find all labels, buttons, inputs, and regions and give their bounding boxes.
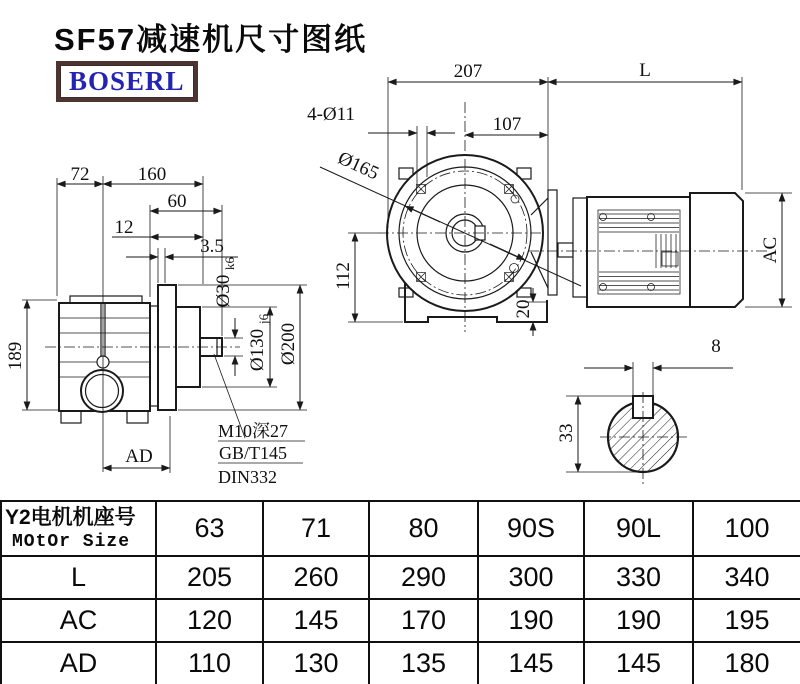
dim-4xd11-label: 4-Ø11 <box>307 104 355 125</box>
dim-d200-label <box>278 323 299 365</box>
AD-value-5: 180 <box>693 642 800 684</box>
L-value-3: 300 <box>478 556 584 599</box>
AD-value-4: 145 <box>584 642 693 684</box>
table-row-AD <box>1 642 800 684</box>
dim-d130-label <box>247 313 271 371</box>
dim-d30-label <box>213 257 237 308</box>
svg-text:20: 20 <box>513 299 534 319</box>
motor-size-71: 71 <box>263 501 369 556</box>
AC-value-1: 145 <box>263 599 369 642</box>
note-din332-label: DIN332 <box>218 467 277 487</box>
motor-size-63: 63 <box>156 501 263 556</box>
motor-size-header <box>1 501 156 556</box>
brand-logo-text: BOSERL <box>69 66 185 96</box>
row-label-AD: AD <box>1 642 156 684</box>
svg-text:189: 189 <box>5 341 26 371</box>
table-row-AC <box>1 599 800 642</box>
note-m10-label: M10深27 <box>218 421 289 441</box>
dimension-table <box>0 500 800 684</box>
AD-value-0: 110 <box>156 642 263 684</box>
motor-size-100: 100 <box>693 501 800 556</box>
L-value-0: 205 <box>156 556 263 599</box>
dim-20-label <box>513 300 534 319</box>
AD-value-3: 145 <box>478 642 584 684</box>
dim-L-label: L <box>639 60 651 81</box>
row-label-L: L <box>1 556 156 599</box>
dim-3-5-label: 3.5 <box>200 236 224 257</box>
svg-text:Ø30: Ø30 <box>213 274 234 308</box>
svg-text:33: 33 <box>556 423 577 443</box>
dim-AD-label: AD <box>125 446 153 467</box>
motor-size-header-cn: Y2电机机座号 <box>5 506 136 530</box>
L-value-2: 290 <box>369 556 478 599</box>
front-view <box>307 60 792 336</box>
table-row <box>1 501 800 556</box>
page-title: SF57减速机尺寸图纸 <box>54 22 368 57</box>
AD-value-1: 130 <box>263 642 369 684</box>
svg-text:112: 112 <box>333 262 354 290</box>
dim-8-label: 8 <box>711 336 721 357</box>
table-row-L <box>1 556 800 599</box>
dim-189-label <box>5 342 26 371</box>
AC-value-4: 190 <box>584 599 693 642</box>
svg-text:AC: AC <box>760 236 781 264</box>
motor-size-80: 80 <box>369 501 478 556</box>
row-label-AC: AC <box>1 599 156 642</box>
motor-size-90S: 90S <box>478 501 584 556</box>
side-view <box>5 164 307 487</box>
AC-value-0: 120 <box>156 599 263 642</box>
dim-160-label: 160 <box>137 164 167 185</box>
AD-value-2: 135 <box>369 642 478 684</box>
dim-72-label: 72 <box>70 164 90 185</box>
svg-text:Ø200: Ø200 <box>278 322 299 366</box>
svg-text:Ø130: Ø130 <box>247 328 268 372</box>
shaft-section <box>556 336 733 484</box>
AC-value-2: 170 <box>369 599 478 642</box>
AC-value-5: 195 <box>693 599 800 642</box>
dim-d165-label <box>335 148 382 185</box>
dim-12-label: 12 <box>114 217 134 238</box>
svg-text:Ø165: Ø165 <box>334 147 382 185</box>
L-value-4: 330 <box>584 556 693 599</box>
L-value-1: 260 <box>263 556 369 599</box>
svg-text:k6: k6 <box>222 257 237 270</box>
motor-size-header-en: MOtOr Size <box>12 531 131 552</box>
dim-AC-label <box>760 237 781 263</box>
dim-112-label <box>333 262 354 290</box>
dim-33-label <box>556 424 577 443</box>
motor-size-90L: 90L <box>584 501 693 556</box>
note-gbt145-label: GB/T145 <box>219 443 288 463</box>
dim-60-label: 60 <box>167 191 187 212</box>
AC-value-3: 190 <box>478 599 584 642</box>
dim-107-label: 107 <box>492 114 522 135</box>
L-value-5: 340 <box>693 556 800 599</box>
dim-207-label: 207 <box>453 61 483 82</box>
svg-text:j6: j6 <box>256 313 271 324</box>
